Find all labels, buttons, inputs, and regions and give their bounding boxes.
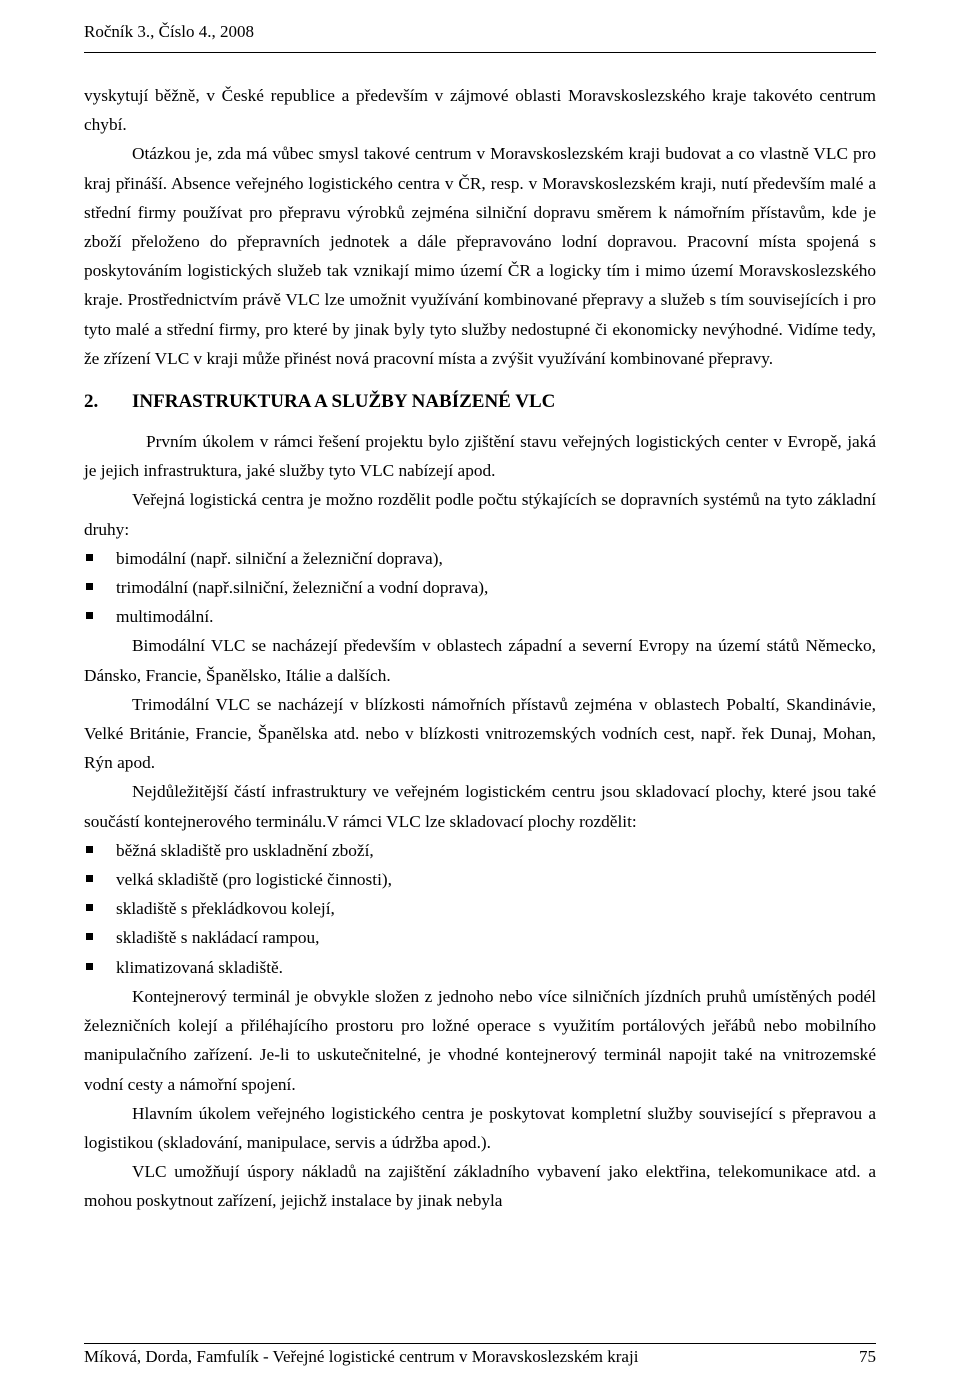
page-number: 75 bbox=[859, 1347, 876, 1366]
bullet-square-icon bbox=[86, 846, 93, 853]
bullet-square-icon bbox=[86, 554, 93, 561]
bullet-square-icon bbox=[86, 963, 93, 970]
bullet-square-icon bbox=[86, 875, 93, 882]
section-heading bbox=[84, 387, 876, 417]
bullet-square-icon bbox=[86, 583, 93, 590]
list-item: skladiště s nakládací rampou, bbox=[84, 923, 876, 952]
running-header: Ročník 3., Číslo 4., 2008 bbox=[84, 22, 255, 41]
paragraph-container-terminal: Kontejnerový terminál je obvykle složen z jednoho nebo více silničních jízdních pruhů umístěných podél železničních kolejí a přiléhajícího prostoru pro ložné operace s využitím portálových jeřábů nebo mobilního manipulačního zařízení. Je-li to uskutečnitelné, je vhodné kontejnerový terminál napojit také na vnitrozemské vodní cesty a námořní spojení. bbox=[84, 986, 876, 1094]
list-item: bimodální (např. silniční a železniční doprava), bbox=[84, 544, 876, 573]
paragraph-vlc-benefits: Otázkou je, zda má vůbec smysl takové centrum v Moravskoslezském kraji budovat a co vlastně VLC pro kraj přináší. Absence veřejného logistického centra v ČR, resp. v Moravskoslezském kraji, nutí především malé a střední firmy používat pro přepravu výrobků zejména silniční dopravu směrem k námořním přístavům, kde je zboží přeloženo do přepravních jednotek a dále přepravováno lodní dopravou. Pracovní místa spojená s poskytováním logistických služeb tak vznikají mimo území ČR a logicky tím i mimo území Moravskoslezského kraje. Prostřednictvím právě VLC lze umožnit využívání kombinované přepravy a služeb s tím souvisejících i pro tyto malé a střední firmy, pro které by jinak byly tyto služby nedostupné či ekonomicky nevýhodné. Vidíme tedy, že zřízení VLC v kraji může přinést nová pracovní místa a zvýšit využívání kombinované přepravy. bbox=[84, 144, 876, 368]
storage-list bbox=[84, 836, 876, 982]
footer-rule bbox=[84, 1343, 876, 1344]
paragraph-main-task: Hlavním úkolem veřejného logistického centra je poskytovat kompletní služby související s přepravou a logistikou (skladování, manipulace, servis a údržba apod.). bbox=[84, 1103, 876, 1152]
section-title: INFRASTRUKTURA A SLUŽBY NABÍZENÉ VLC bbox=[132, 391, 556, 413]
section-number: 2. bbox=[84, 391, 99, 413]
bullet-square-icon bbox=[86, 904, 93, 911]
list-item: běžná skladiště pro uskladnění zboží, bbox=[84, 836, 876, 865]
paragraph-cost-savings: VLC umožňují úspory nákladů na zajištění základního vybavení jako elektřina, telekomunikace atd. a mohou poskytnout zařízení, jejichž instalace by jinak nebyla bbox=[84, 1162, 876, 1211]
bullet-square-icon bbox=[86, 933, 93, 940]
paragraph-project-task: Prvním úkolem v rámci řešení projektu bylo zjištění stavu veřejných logistických center v Evropě, jaká je jejich infrastruktura, jaké služby tyto VLC nabízejí apod. bbox=[84, 432, 876, 481]
list-item: multimodální. bbox=[84, 602, 876, 631]
list-item: klimatizovaná skladiště. bbox=[84, 953, 876, 982]
paragraph-trimodal: Trimodální VLC se nacházejí v blízkosti námořních přístavů zejména v oblastech Pobaltí, Skandinávie, Velké Británie, Francie, Španělska atd. nebo v blízkosti vnitrozemských vodních cest, např. řek Dunaj, Mohan, Rýn apod. bbox=[84, 694, 876, 773]
header-rule bbox=[84, 52, 876, 53]
list-item: trimodální (např.silniční, železniční a vodní doprava), bbox=[84, 573, 876, 602]
modality-list bbox=[84, 544, 876, 632]
list-item: skladiště s překládkovou kolejí, bbox=[84, 894, 876, 923]
bullet-square-icon bbox=[86, 612, 93, 619]
paragraph-bimodal: Bimodální VLC se nacházejí především v oblastech západní a severní Evropy na území států Německo, Dánsko, Francie, Španělsko, Itálie a dalších. bbox=[84, 636, 876, 685]
paragraph-storage: Nejdůležitější částí infrastruktury ve veřejném logistickém centru jsou skladovací plochy, které jsou také součástí kontejnerového terminálu.V rámci VLC lze skladovací plochy rozdělit: bbox=[84, 782, 876, 831]
paragraph-classification: Veřejná logistická centra je možno rozdělit podle počtu stýkajících se dopravních systémů na tyto základní druhy: bbox=[84, 490, 876, 539]
footer-citation: Míková, Dorda, Famfulík - Veřejné logistické centrum v Moravskoslezském kraji bbox=[84, 1347, 639, 1366]
paragraph-continued: vyskytují běžně, v České republice a především v zájmové oblasti Moravskoslezského kraje takovéto centrum chybí. bbox=[84, 86, 876, 135]
article-body bbox=[84, 81, 876, 1216]
list-item: velká skladiště (pro logistické činnosti), bbox=[84, 865, 876, 894]
